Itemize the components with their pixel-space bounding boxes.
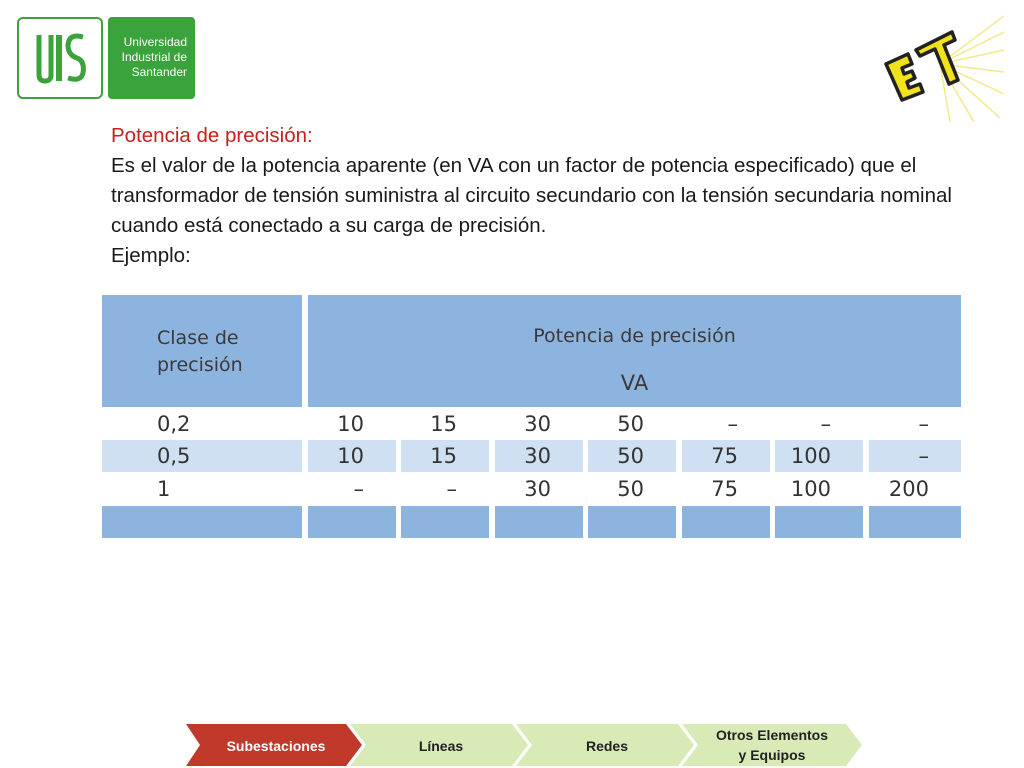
table-cell: 200 xyxy=(888,477,929,501)
nav-item-otros-elementos-line-2: y Equipos xyxy=(738,747,806,763)
nav-item-lineas[interactable] xyxy=(350,724,528,766)
example-label: Ejemplo: xyxy=(111,244,191,267)
nav-item-redes-label: Redes xyxy=(585,738,629,754)
nav-item-lineas-label: Líneas xyxy=(418,738,464,754)
uis-name-line-3: Santander xyxy=(131,65,187,79)
nav-item-subestaciones-label: Subestaciones xyxy=(226,738,326,754)
table-cell: – xyxy=(869,440,961,472)
nav-item-otros-elementos[interactable] xyxy=(682,724,862,766)
table-cell: 0,5 xyxy=(102,440,302,472)
nav-item-subestaciones[interactable] xyxy=(186,724,362,766)
table-cell: – xyxy=(727,412,738,436)
table-cell: 0,2 xyxy=(157,412,191,436)
table-cell: – xyxy=(446,477,457,501)
table-cell: 30 xyxy=(495,440,583,472)
header-unit-va: VA xyxy=(620,371,649,395)
table-cell: 10 xyxy=(308,440,396,472)
nav-item-otros-elementos-line-1: Otros Elementos xyxy=(715,727,829,743)
table-cell: 30 xyxy=(524,477,551,501)
header-precision-class-line-2: precisión xyxy=(157,354,243,376)
nav-item-redes[interactable] xyxy=(516,724,694,766)
table-cell: 30 xyxy=(524,412,551,436)
table-cell: 50 xyxy=(617,412,644,436)
table-cell: 100 xyxy=(790,477,831,501)
header-precision-class-line-1: Clase de xyxy=(157,327,239,349)
table-cell: 75 xyxy=(682,440,770,472)
table-cell: 50 xyxy=(617,477,644,501)
uis-name-line-2: Industrial de xyxy=(121,50,187,64)
table-cell: 15 xyxy=(430,412,457,436)
table-cell: 15 xyxy=(401,440,489,472)
table-cell: – xyxy=(918,412,929,436)
table-cell: 10 xyxy=(337,412,364,436)
definition-paragraph: Es el valor de la potencia aparente (en VA con un factor de potencia especificado) que el transformador de tensión suministra al circuito secundario con la tensión secundaria nominal cuando está conectado a su carga de precisión. xyxy=(111,154,952,237)
table-cell: 50 xyxy=(588,440,676,472)
uis-name-line-1: Universidad xyxy=(123,35,187,49)
table-cell: 100 xyxy=(775,440,863,472)
table-cell: – xyxy=(353,477,364,501)
table-cell: 75 xyxy=(711,477,738,501)
table-cell: 1 xyxy=(157,477,171,501)
header-precision-power-title: Potencia de precisión xyxy=(533,325,736,347)
slide-heading: Potencia de precisión: xyxy=(111,124,313,147)
table-cell: – xyxy=(820,412,831,436)
